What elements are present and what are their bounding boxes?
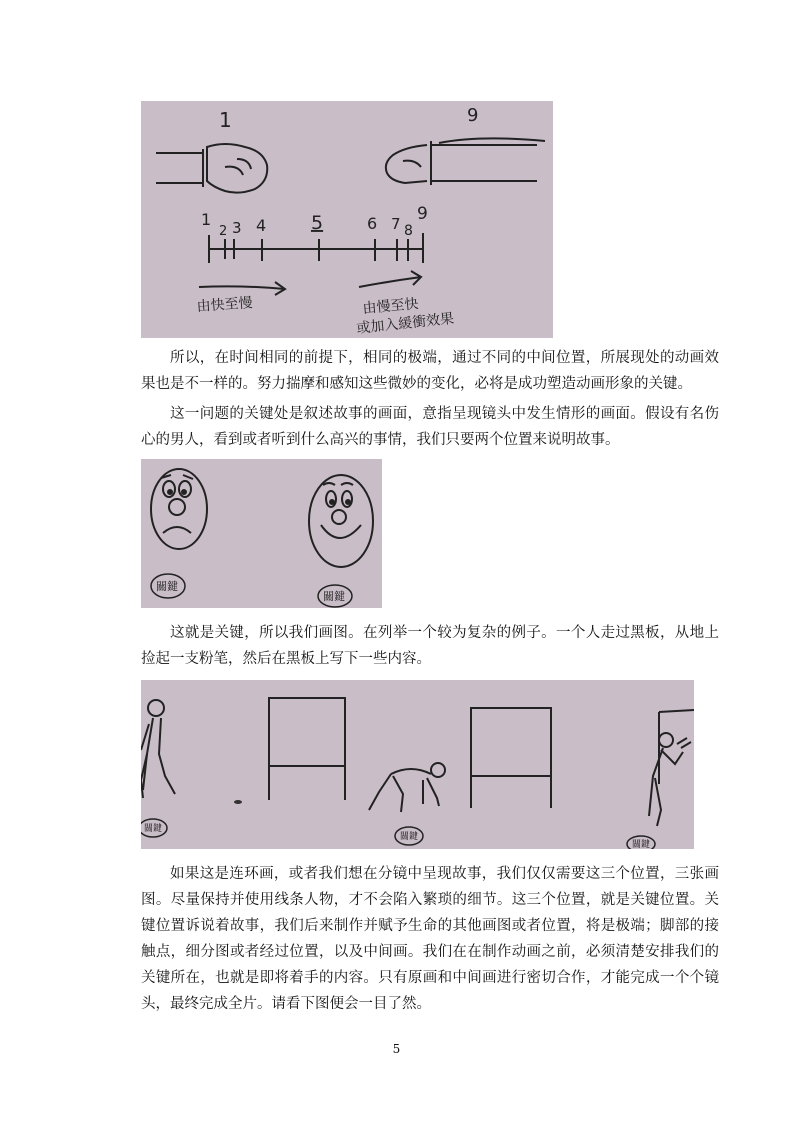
page-number: 5 xyxy=(392,1042,401,1056)
arrow-speed-up xyxy=(359,271,421,287)
timing-chart-drawing xyxy=(141,101,553,338)
happy-face-drawing xyxy=(309,475,373,567)
chalk-drawing xyxy=(234,800,242,804)
pose-number-1: 1 xyxy=(219,108,232,132)
walking-man-drawing xyxy=(141,700,175,798)
blackboard-2-drawing xyxy=(471,708,551,808)
arrow-label-cushion: 或加入緩衝效果 xyxy=(355,310,455,337)
tick-label-1: 1 xyxy=(201,210,212,229)
paragraph-2: 这一问题的关键处是叙述故事的画面，意指呈现镜头中发生情形的画面。假设有名伤心的男人，看到或者听到什么高兴的事情，我们只要两个位置来说明故事。 xyxy=(141,406,719,448)
arrow-label-slow: 由快至慢 xyxy=(196,295,254,315)
tick-label-8: 8 xyxy=(404,223,413,239)
tick-label-5: 5 xyxy=(311,212,324,234)
tick-label-3: 3 xyxy=(232,219,242,237)
figure-timing-chart xyxy=(141,101,553,338)
writing-man-drawing xyxy=(649,710,694,826)
figure-blackboard-sequence xyxy=(141,680,694,849)
key-label-right: 關鍵 xyxy=(323,590,345,603)
tick-label-6: 6 xyxy=(367,214,378,233)
blackboard-1-drawing xyxy=(269,698,345,800)
timing-line xyxy=(209,233,423,263)
key-label-1: 關鍵 xyxy=(144,824,163,834)
key-label-3: 關鍵 xyxy=(632,840,651,849)
key-label-left: 關鍵 xyxy=(156,580,178,593)
key-label-2: 關鍵 xyxy=(400,832,419,842)
fist-drawing xyxy=(156,144,267,193)
arrow-slow-down xyxy=(199,282,285,295)
bending-man-drawing xyxy=(369,763,445,812)
figure-face-keys xyxy=(141,459,382,608)
tick-label-9: 9 xyxy=(417,204,428,224)
tick-label-7: 7 xyxy=(391,215,401,233)
face-keys-drawing xyxy=(141,459,382,608)
paragraph-3: 这就是关键，所以我们画图。在列举一个较为复杂的例子。一个人走过黑板，从地上捡起一支粉笔，然后在黑板上写下一些内容。 xyxy=(141,625,719,667)
blackboard-sequence-drawing xyxy=(141,680,694,849)
sad-face-drawing xyxy=(151,469,207,549)
paragraph-4: 如果这是连环画，或者我们想在分镜中呈现故事，我们仅仅需要这三个位置，三张画图。尽量保持并使用线条人物，才不会陷入繁琐的细节。这三个位置，就是关键位置。关键位置诉说着故事，我们后来制作并赋予生命的其他画图或者位置，将是极端；脚部的接触点，细分图或者经过位置，以及中间画。我们在在制作动画之前，必须清楚安排我们的关键所在，也就是即将着手的内容。只有原画和中间画进行密切合作，才能完成一个个镜头，最终完成全片。请看下图便会一目了然。 xyxy=(141,866,719,1012)
pose-number-9: 9 xyxy=(467,105,479,126)
pointing-hand-drawing xyxy=(386,138,545,185)
arrow-label-fast: 由慢至快 xyxy=(361,296,420,317)
paragraph-1: 所以，在时间相同的前提下，相同的极端，通过不同的中间位置，所展现处的动画效果也是不一样的。努力揣摩和感知这些微妙的变化，必将是成功塑造动画形象的关键。 xyxy=(141,350,719,392)
tick-label-2: 2 xyxy=(219,224,228,239)
tick-label-4: 4 xyxy=(256,216,267,235)
